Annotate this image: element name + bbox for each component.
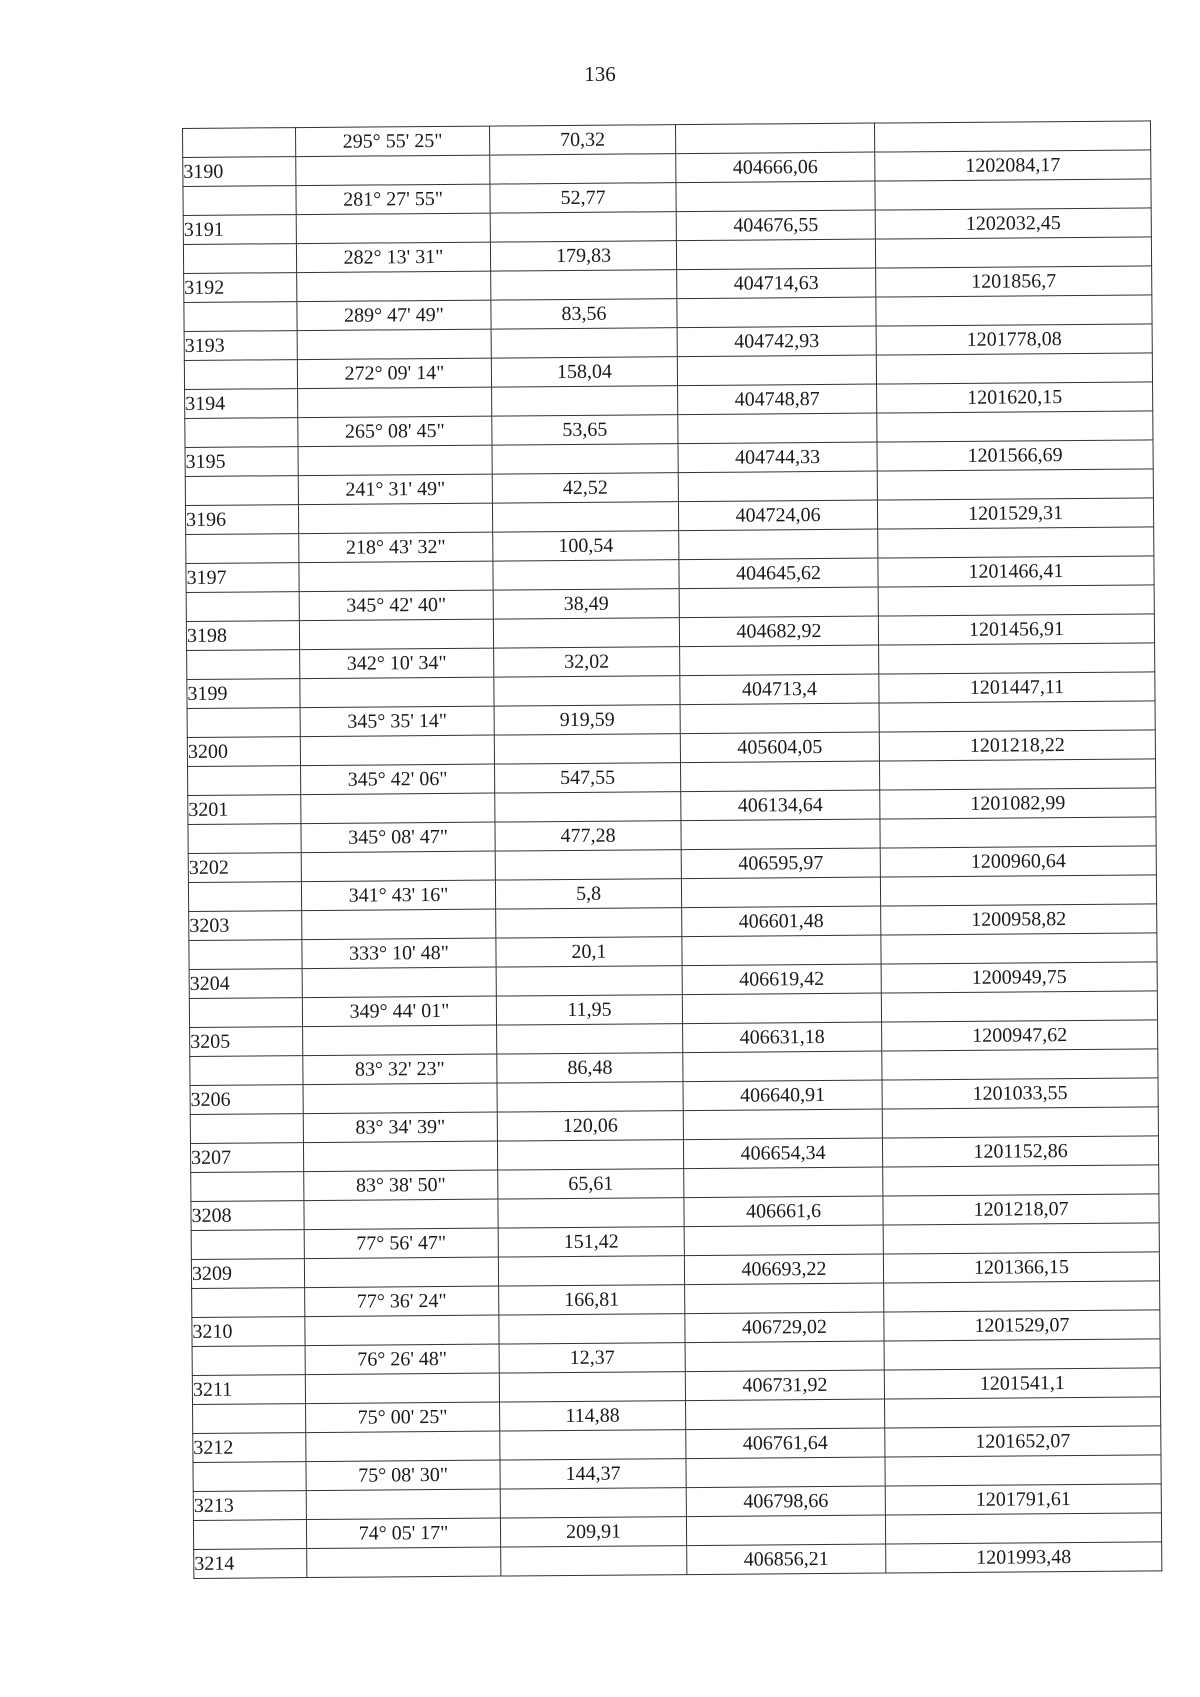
- segment-empty-cell: [186, 592, 299, 622]
- segment-empty-cell: [678, 471, 877, 502]
- x-coordinate-cell: 406798,66: [686, 1486, 885, 1517]
- point-empty-cell: [298, 445, 492, 476]
- point-empty-cell: [304, 1257, 498, 1288]
- segment-empty-cell: [883, 1165, 1159, 1196]
- y-coordinate-cell: 1200949,75: [881, 962, 1157, 993]
- y-coordinate-cell: 1201218,07: [883, 1194, 1159, 1225]
- segment-empty-cell: [883, 1223, 1159, 1254]
- segment-empty-cell: [683, 1051, 882, 1082]
- x-coordinate-cell: 406601,48: [682, 906, 881, 937]
- x-coordinate-cell: 406693,22: [684, 1254, 883, 1285]
- point-empty-cell: [492, 444, 678, 474]
- segment-empty-cell: [882, 1049, 1158, 1080]
- direction-angle-cell: 77° 36' 24": [305, 1286, 499, 1317]
- direction-angle-cell: 295° 55' 25": [296, 126, 490, 157]
- segment-empty-cell: [884, 1339, 1160, 1370]
- point-empty-cell: [299, 619, 493, 650]
- x-coordinate-cell: 404676,55: [676, 210, 875, 241]
- direction-angle-cell: 76° 26' 48": [305, 1344, 499, 1375]
- y-coordinate-cell: 1201778,08: [876, 324, 1152, 355]
- y-coordinate-cell: 1200947,62: [882, 1020, 1158, 1051]
- distance-cell: 151,42: [498, 1227, 684, 1257]
- segment-empty-cell: [190, 1114, 303, 1144]
- point-number-cell: 3207: [190, 1143, 303, 1173]
- segment-empty-cell: [676, 239, 875, 270]
- segment-empty-cell: [680, 761, 879, 792]
- point-number-cell: 3193: [184, 331, 297, 361]
- segment-empty-cell: [885, 1455, 1161, 1486]
- point-empty-cell: [307, 1547, 501, 1578]
- y-coordinate-cell: 1202084,17: [875, 150, 1151, 181]
- y-coordinate-cell: 1200958,82: [881, 904, 1157, 935]
- segment-empty-cell: [876, 353, 1152, 384]
- y-coordinate-cell: 1201620,15: [877, 382, 1153, 413]
- y-coordinate-cell: 1201366,15: [883, 1252, 1159, 1283]
- segment-empty-cell: [879, 759, 1155, 790]
- segment-empty-cell: [188, 882, 301, 912]
- point-empty-cell: [500, 1430, 686, 1460]
- segment-empty-cell: [187, 708, 300, 738]
- segment-empty-cell: [191, 1172, 304, 1202]
- point-number-cell: 3194: [185, 389, 298, 419]
- point-empty-cell: [305, 1315, 499, 1346]
- point-empty-cell: [491, 270, 677, 300]
- point-empty-cell: [490, 154, 676, 184]
- y-coordinate-cell: 1201082,99: [880, 788, 1156, 819]
- x-coordinate-cell: 406731,92: [685, 1370, 884, 1401]
- x-coordinate-cell: 404748,87: [678, 384, 877, 415]
- direction-angle-cell: 241° 31' 49": [298, 474, 492, 505]
- point-number-cell: 3211: [192, 1375, 305, 1405]
- y-coordinate-cell: 1201566,69: [877, 440, 1153, 471]
- segment-empty-cell: [686, 1515, 885, 1546]
- segment-empty-cell: [679, 529, 878, 560]
- x-coordinate-cell: 405604,05: [680, 732, 879, 763]
- x-coordinate-cell: 406729,02: [685, 1312, 884, 1343]
- x-coordinate-cell: 406134,64: [681, 790, 880, 821]
- segment-empty-cell: [681, 819, 880, 850]
- segment-empty-cell: [684, 1167, 883, 1198]
- segment-empty-cell: [685, 1341, 884, 1372]
- y-coordinate-cell: 1201456,91: [878, 614, 1154, 645]
- y-coordinate-cell: 1200960,64: [880, 846, 1156, 877]
- x-coordinate-cell: 406595,97: [681, 848, 880, 879]
- y-coordinate-cell: 1201791,61: [885, 1484, 1161, 1515]
- distance-cell: 547,55: [495, 763, 681, 793]
- distance-cell: 166,81: [499, 1285, 685, 1315]
- distance-cell: 5,8: [495, 879, 681, 909]
- segment-empty-cell: [882, 1107, 1158, 1138]
- point-empty-cell: [495, 850, 681, 880]
- distance-cell: 919,59: [494, 705, 680, 735]
- distance-cell: 32,02: [494, 647, 680, 677]
- segment-empty-cell: [879, 643, 1155, 674]
- point-empty-cell: [304, 1199, 498, 1230]
- direction-angle-cell: 218° 43' 32": [299, 532, 493, 563]
- point-empty-cell: [306, 1489, 500, 1520]
- segment-empty-cell: [188, 766, 301, 796]
- segment-empty-cell: [875, 237, 1151, 268]
- segment-empty-cell: [189, 998, 302, 1028]
- point-number-cell: 3201: [188, 795, 301, 825]
- segment-empty-cell: [878, 527, 1154, 558]
- point-number-cell: 3206: [190, 1085, 303, 1115]
- point-empty-cell: [498, 1198, 684, 1228]
- point-empty-cell: [492, 502, 678, 532]
- distance-cell: 53,65: [492, 415, 678, 445]
- coordinates-table: [182, 120, 1162, 1579]
- segment-empty-cell: [879, 701, 1155, 732]
- point-number-cell: 3191: [183, 215, 296, 245]
- direction-angle-cell: 83° 38' 50": [304, 1170, 498, 1201]
- distance-cell: 477,28: [495, 821, 681, 851]
- distance-cell: 179,83: [490, 241, 676, 271]
- segment-empty-cell: [880, 817, 1156, 848]
- direction-angle-cell: 282° 13' 31": [296, 242, 490, 273]
- direction-angle-cell: 342° 10' 34": [300, 648, 494, 679]
- segment-empty-cell: [876, 295, 1152, 326]
- point-number-cell: 3202: [188, 853, 301, 883]
- distance-cell: 83,56: [491, 299, 677, 329]
- segment-empty-cell: [683, 1109, 882, 1140]
- x-coordinate-cell: 404744,33: [678, 442, 877, 473]
- segment-empty-cell: [184, 360, 297, 390]
- point-empty-cell: [300, 735, 494, 766]
- point-empty-cell: [299, 561, 493, 592]
- segment-empty-cell: [193, 1520, 306, 1550]
- distance-cell: 100,54: [493, 531, 679, 561]
- direction-angle-cell: 74° 05' 17": [306, 1518, 500, 1549]
- point-empty-cell: [301, 793, 495, 824]
- direction-angle-cell: 281° 27' 55": [296, 184, 490, 215]
- point-empty-cell: [490, 212, 676, 242]
- direction-angle-cell: 83° 34' 39": [303, 1112, 497, 1143]
- distance-cell: 120,06: [497, 1111, 683, 1141]
- direction-angle-cell: 345° 08' 47": [301, 822, 495, 853]
- segment-empty-cell: [885, 1397, 1161, 1428]
- point-empty-cell: [497, 1024, 683, 1054]
- x-coordinate-cell: 404742,93: [677, 326, 876, 357]
- x-coordinate-cell: 404724,06: [678, 500, 877, 531]
- segment-empty-cell: [183, 186, 296, 216]
- segment-empty-cell: [192, 1346, 305, 1376]
- distance-cell: 158,04: [491, 357, 677, 387]
- direction-angle-cell: 345° 35' 14": [300, 706, 494, 737]
- point-empty-cell: [494, 734, 680, 764]
- direction-angle-cell: 341° 43' 16": [301, 880, 495, 911]
- point-number-cell: 3199: [187, 679, 300, 709]
- point-number-cell: 3190: [183, 157, 296, 187]
- y-coordinate-cell: 1201529,31: [877, 498, 1153, 529]
- distance-cell: 11,95: [496, 995, 682, 1025]
- x-coordinate-cell: 406761,64: [686, 1428, 885, 1459]
- point-empty-cell: [303, 1083, 497, 1114]
- coordinates-table-body: [183, 121, 1162, 1579]
- point-empty-cell: [499, 1372, 685, 1402]
- y-coordinate-cell: 1202032,45: [875, 208, 1151, 239]
- direction-angle-cell: 349° 44' 01": [302, 996, 496, 1027]
- point-number-cell: 3210: [192, 1317, 305, 1347]
- direction-angle-cell: 265° 08' 45": [298, 416, 492, 447]
- direction-angle-cell: 75° 00' 25": [306, 1402, 500, 1433]
- y-coordinate-cell: 1201652,07: [885, 1426, 1161, 1457]
- segment-empty-cell: [183, 244, 296, 274]
- y-coordinate-cell: 1201447,11: [879, 672, 1155, 703]
- segment-empty-cell: [190, 1056, 303, 1086]
- segment-empty-cell: [185, 476, 298, 506]
- segment-empty-cell: [192, 1288, 305, 1318]
- segment-empty-cell: [186, 534, 299, 564]
- segment-empty-cell: [680, 703, 879, 734]
- x-coordinate-cell: 406661,6: [684, 1196, 883, 1227]
- x-coordinate-cell: 406619,42: [682, 964, 881, 995]
- point-empty-cell: [491, 328, 677, 358]
- segment-empty-cell: [878, 585, 1154, 616]
- point-empty-cell: [306, 1431, 500, 1462]
- direction-angle-cell: 77° 56' 47": [304, 1228, 498, 1259]
- x-coordinate-cell: 404645,62: [679, 558, 878, 589]
- segment-empty-cell: [874, 121, 1150, 152]
- segment-empty-cell: [183, 128, 296, 158]
- point-empty-cell: [498, 1256, 684, 1286]
- y-coordinate-cell: 1201033,55: [882, 1078, 1158, 1109]
- segment-empty-cell: [685, 1283, 884, 1314]
- x-coordinate-cell: 406856,21: [687, 1544, 886, 1575]
- point-empty-cell: [497, 1140, 683, 1170]
- point-number-cell: 3209: [191, 1259, 304, 1289]
- point-empty-cell: [301, 851, 495, 882]
- point-empty-cell: [297, 329, 491, 360]
- point-empty-cell: [494, 676, 680, 706]
- point-empty-cell: [500, 1488, 686, 1518]
- point-empty-cell: [303, 1025, 497, 1056]
- distance-cell: 114,88: [500, 1401, 686, 1431]
- segment-empty-cell: [677, 355, 876, 386]
- segment-empty-cell: [675, 123, 874, 154]
- segment-empty-cell: [884, 1281, 1160, 1312]
- segment-empty-cell: [881, 933, 1157, 964]
- point-row: [194, 1542, 1162, 1579]
- point-number-cell: 3212: [193, 1433, 306, 1463]
- point-number-cell: 3198: [186, 621, 299, 651]
- y-coordinate-cell: 1201218,22: [879, 730, 1155, 761]
- distance-cell: 70,32: [489, 125, 675, 155]
- point-number-cell: 3205: [190, 1027, 303, 1057]
- distance-cell: 65,61: [498, 1169, 684, 1199]
- point-empty-cell: [296, 155, 490, 186]
- segment-empty-cell: [877, 469, 1153, 500]
- point-number-cell: 3196: [185, 505, 298, 535]
- point-number-cell: 3200: [187, 737, 300, 767]
- segment-empty-cell: [686, 1399, 885, 1430]
- point-empty-cell: [302, 909, 496, 940]
- point-empty-cell: [298, 387, 492, 418]
- segment-empty-cell: [184, 302, 297, 332]
- point-number-cell: 3204: [189, 969, 302, 999]
- point-number-cell: 3197: [186, 563, 299, 593]
- point-empty-cell: [296, 213, 490, 244]
- point-empty-cell: [298, 503, 492, 534]
- y-coordinate-cell: 1201152,86: [882, 1136, 1158, 1167]
- distance-cell: 144,37: [500, 1459, 686, 1489]
- point-empty-cell: [497, 1082, 683, 1112]
- direction-angle-cell: 83° 32' 23": [303, 1054, 497, 1085]
- segment-empty-cell: [686, 1457, 885, 1488]
- x-coordinate-cell: 404666,06: [676, 152, 875, 183]
- segment-empty-cell: [185, 418, 298, 448]
- distance-cell: 42,52: [492, 473, 678, 503]
- distance-cell: 52,77: [490, 183, 676, 213]
- segment-empty-cell: [676, 181, 875, 212]
- segment-empty-cell: [681, 877, 880, 908]
- segment-empty-cell: [189, 940, 302, 970]
- distance-cell: 38,49: [493, 589, 679, 619]
- point-empty-cell: [300, 677, 494, 708]
- distance-cell: 12,37: [499, 1343, 685, 1373]
- segment-empty-cell: [680, 645, 879, 676]
- segment-empty-cell: [679, 587, 878, 618]
- direction-angle-cell: 272° 09' 14": [297, 358, 491, 389]
- point-empty-cell: [499, 1314, 685, 1344]
- segment-empty-cell: [193, 1404, 306, 1434]
- segment-empty-cell: [188, 824, 301, 854]
- point-empty-cell: [493, 560, 679, 590]
- point-number-cell: 3195: [185, 447, 298, 477]
- x-coordinate-cell: 404713,4: [680, 674, 879, 705]
- segment-empty-cell: [193, 1462, 306, 1492]
- direction-angle-cell: 333° 10' 48": [302, 938, 496, 969]
- point-empty-cell: [492, 386, 678, 416]
- point-empty-cell: [302, 967, 496, 998]
- segment-empty-cell: [881, 991, 1157, 1022]
- x-coordinate-cell: 404714,63: [677, 268, 876, 299]
- point-empty-cell: [305, 1373, 499, 1404]
- point-empty-cell: [496, 966, 682, 996]
- page-number: 136: [584, 62, 616, 86]
- segment-empty-cell: [677, 297, 876, 328]
- direction-angle-cell: 345° 42' 40": [299, 590, 493, 621]
- point-empty-cell: [501, 1546, 687, 1576]
- point-number-cell: 3214: [194, 1549, 307, 1579]
- segment-empty-cell: [678, 413, 877, 444]
- direction-angle-cell: 75° 08' 30": [306, 1460, 500, 1491]
- x-coordinate-cell: 406654,34: [683, 1138, 882, 1169]
- segment-empty-cell: [875, 179, 1151, 210]
- x-coordinate-cell: 406640,91: [683, 1080, 882, 1111]
- distance-cell: 86,48: [497, 1053, 683, 1083]
- segment-empty-cell: [684, 1225, 883, 1256]
- x-coordinate-cell: 404682,92: [679, 616, 878, 647]
- direction-angle-cell: 289° 47' 49": [297, 300, 491, 331]
- point-number-cell: 3203: [189, 911, 302, 941]
- segment-empty-cell: [191, 1230, 304, 1260]
- point-number-cell: 3208: [191, 1201, 304, 1231]
- segment-empty-cell: [682, 993, 881, 1024]
- point-empty-cell: [495, 792, 681, 822]
- y-coordinate-cell: 1201466,41: [878, 556, 1154, 587]
- point-number-cell: 3192: [184, 273, 297, 303]
- y-coordinate-cell: 1201529,07: [884, 1310, 1160, 1341]
- point-empty-cell: [297, 271, 491, 302]
- y-coordinate-cell: 1201541,1: [884, 1368, 1160, 1399]
- direction-angle-cell: 345° 42' 06": [301, 764, 495, 795]
- segment-empty-cell: [682, 935, 881, 966]
- point-empty-cell: [496, 908, 682, 938]
- segment-empty-cell: [880, 875, 1156, 906]
- distance-cell: 209,91: [500, 1517, 686, 1547]
- distance-cell: 20,1: [496, 937, 682, 967]
- segment-empty-cell: [885, 1513, 1161, 1544]
- x-coordinate-cell: 406631,18: [683, 1022, 882, 1053]
- segment-empty-cell: [877, 411, 1153, 442]
- point-empty-cell: [303, 1141, 497, 1172]
- y-coordinate-cell: 1201993,48: [886, 1542, 1162, 1573]
- point-number-cell: 3213: [193, 1491, 306, 1521]
- point-empty-cell: [493, 618, 679, 648]
- y-coordinate-cell: 1201856,7: [876, 266, 1152, 297]
- segment-empty-cell: [187, 650, 300, 680]
